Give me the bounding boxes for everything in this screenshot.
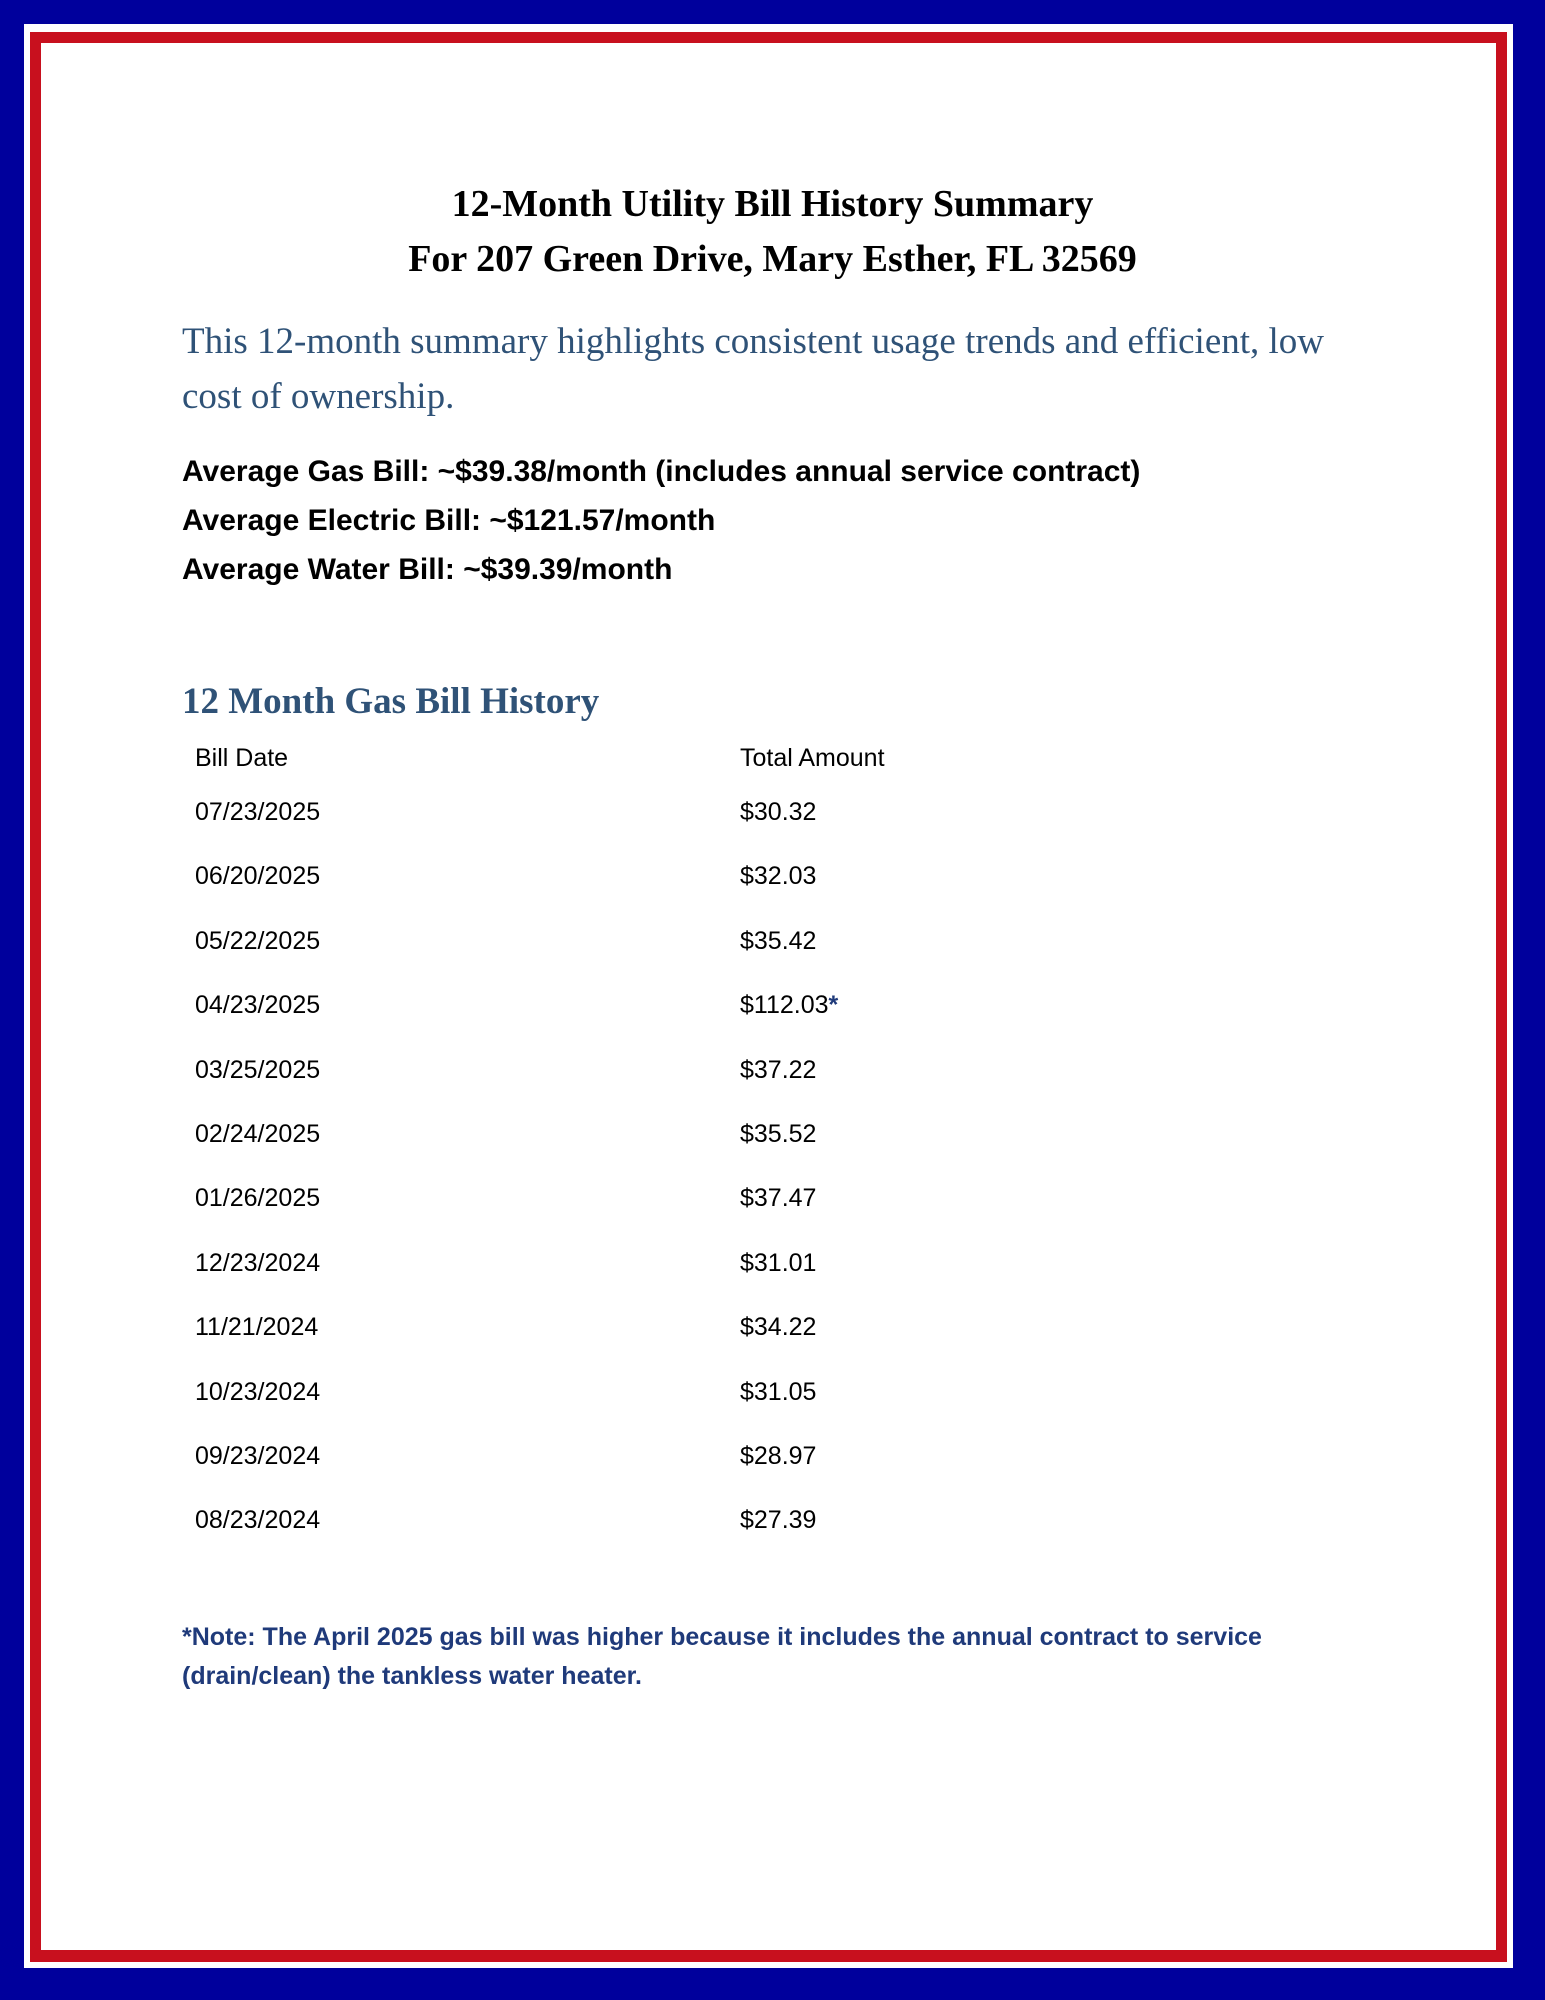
table-row [195,798,1040,862]
bill-date-cell: 05/22/2025 [195,926,321,955]
bill-date-cell: 09/23/2024 [195,1441,321,1470]
amount-cell [740,1313,1040,1377]
amount-cell [740,1184,1040,1248]
table-row [195,1442,1040,1506]
amount-value: $30.32 [740,798,817,826]
table-row [195,1249,1040,1313]
amount-value: $112.03 [740,991,829,1020]
table-row [195,1120,1040,1184]
amount-cell [740,1506,1040,1570]
amount-value: $37.47 [740,1184,817,1213]
table-row [195,1313,1040,1377]
intro-paragraph: This 12-month summary highlights consistent usage trends and efficient, low cost of ownership. [182,321,1325,417]
gas-bill-table [195,744,1040,1571]
table-row [195,1378,1040,1442]
amount-value: $32.03 [740,862,817,891]
bill-date-cell: 02/24/2025 [195,1119,321,1148]
amount-cell [740,1120,1040,1184]
table-row [195,991,1040,1055]
column-header-total-amount: Total Amount [740,744,885,772]
amount-value: $37.22 [740,1055,817,1084]
amount-value: $31.01 [740,1248,817,1277]
amount-value: $31.05 [740,1377,817,1406]
bill-date-cell: 03/25/2025 [195,1055,321,1084]
table-row [195,927,1040,991]
page-title: 12-Month Utility Bill History Summary [451,183,1094,225]
bill-date-cell: 12/23/2024 [195,1248,321,1277]
bill-date-cell: 07/23/2025 [195,798,321,826]
average-gas-bill: Average Gas Bill: ~$39.38/month (includes annual service contract) [182,455,1141,488]
page-subtitle-address: For 207 Green Drive, Mary Esther, FL 32569 [408,238,1137,280]
amount-cell [740,1442,1040,1506]
table-row [195,1184,1040,1248]
amount-value: $35.42 [740,926,817,955]
amount-cell [740,1056,1040,1120]
column-header-bill-date: Bill Date [195,744,289,772]
bill-date-cell: 04/23/2025 [195,991,321,1020]
bill-date-cell: 11/21/2024 [195,1313,319,1342]
bill-date-cell: 01/26/2025 [195,1184,321,1213]
table-row [195,862,1040,926]
bill-date-cell: 08/23/2024 [195,1506,321,1535]
gas-history-heading: 12 Month Gas Bill History [182,681,600,722]
table-row [195,1056,1040,1120]
amount-cell [740,862,1040,926]
table-row [195,1506,1040,1570]
amount-cell [740,927,1040,991]
table-header-row [195,744,1040,798]
amount-value: $28.97 [740,1441,817,1470]
amount-value: $27.39 [740,1506,817,1535]
bill-date-cell: 06/20/2025 [195,862,321,891]
amount-value: $34.22 [740,1313,817,1342]
bill-date-cell: 10/23/2024 [195,1377,321,1406]
footnote-marker: * [828,991,839,1020]
amount-cell [740,798,1040,862]
amount-cell [740,1378,1040,1442]
footnote-text: *Note: The April 2025 gas bill was higher because it includes the annual contract to service (drain/clean) the tankless water heater. [182,1623,1262,1690]
amount-value: $35.52 [740,1119,817,1148]
amount-cell [740,1249,1040,1313]
amount-cell [740,991,1040,1055]
average-electric-bill: Average Electric Bill: ~$121.57/month [182,504,716,537]
average-water-bill: Average Water Bill: ~$39.39/month [182,553,673,586]
